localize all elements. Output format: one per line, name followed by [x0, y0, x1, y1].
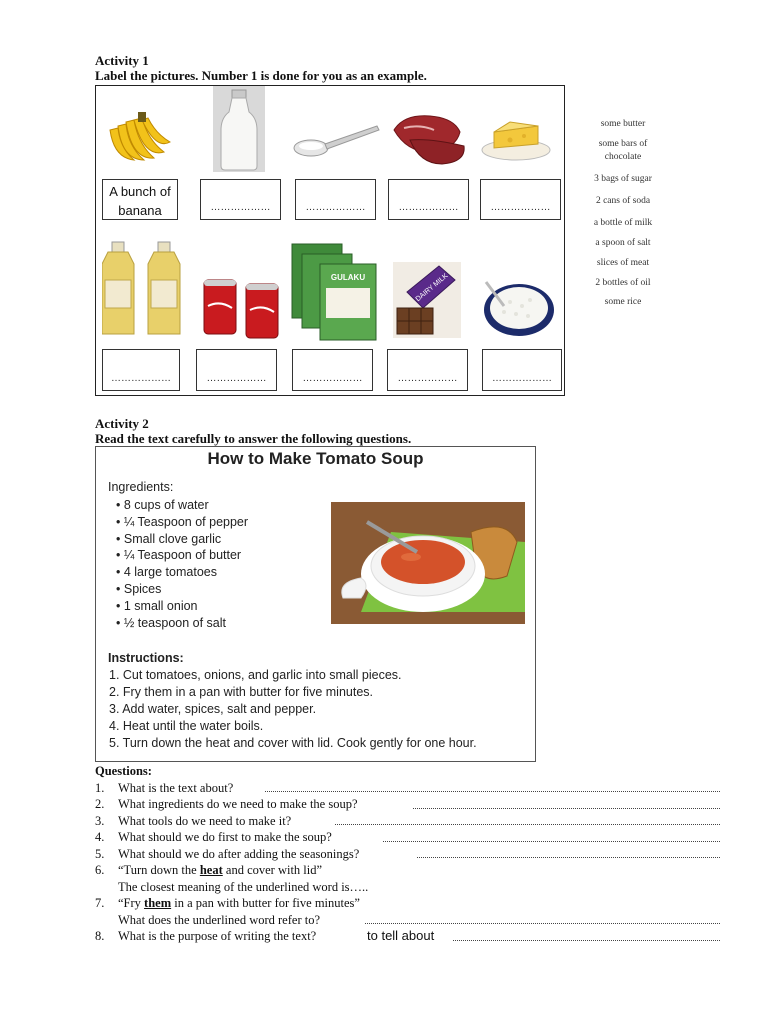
- spoon-of-salt-image: [293, 122, 381, 162]
- underlined-word: heat: [199, 863, 223, 877]
- ingredient-item: • ¼ Teaspoon of butter: [116, 548, 242, 563]
- sugar-brand-text: GULAKU: [330, 273, 366, 282]
- word-bank-item: 2 cans of soda: [595, 196, 651, 206]
- question-3: 3. What tools do we need to make it?: [95, 813, 725, 830]
- question-5: 5. What should we do after adding the seasonings?: [95, 846, 725, 863]
- question-2: 2. What ingredients do we need to make the soup?: [95, 796, 725, 813]
- oil-bottles-image: [102, 240, 184, 338]
- answer-box-8[interactable]: ………………: [387, 349, 468, 391]
- word-bank-item: 2 bottles of oil: [595, 278, 651, 288]
- word-bank-item: 3 bags of sugar: [594, 174, 652, 184]
- word-bank-item: some rice: [604, 297, 642, 307]
- answer-box-4[interactable]: ………………: [480, 179, 561, 220]
- answer-box-7[interactable]: ………………: [292, 349, 373, 391]
- ingredient-item: • 8 cups of water: [116, 498, 209, 512]
- answer-box-1[interactable]: ………………: [200, 179, 281, 220]
- question-7-followup: What does the underlined word refer to?: [95, 912, 725, 929]
- chocolate-brand-text: DAIRY MILK: [414, 272, 450, 304]
- answer-box-9[interactable]: ………………: [482, 349, 562, 391]
- questions-heading: Questions:: [95, 764, 152, 778]
- word-bank-item: some butter: [600, 119, 646, 129]
- answer-box-2[interactable]: ………………: [295, 179, 376, 220]
- word-bank-item: a spoon of salt: [595, 238, 651, 248]
- soda-cans-image: [202, 276, 284, 340]
- answer-line[interactable]: [383, 841, 720, 842]
- answer-line[interactable]: [265, 791, 720, 792]
- sugar-bags-image: [290, 242, 380, 342]
- recipe-title: How to Make Tomato Soup: [207, 449, 424, 468]
- question-4: 4. What should we do first to make the soup?: [95, 829, 725, 846]
- ingredient-item: • Small clove garlic: [116, 531, 222, 546]
- answer-line[interactable]: [453, 940, 720, 941]
- instruction-step: 2. Fry them in a pan with butter for five minutes.: [109, 685, 374, 699]
- questions-section: [95, 763, 725, 945]
- ingredient-item: • ¼ Teaspoon of pepper: [116, 514, 249, 529]
- question-6-followup: The closest meaning of the underlined word is…..: [118, 879, 369, 894]
- question-8: 8. What is the purpose of writing the text? to tell about: [95, 928, 725, 945]
- tomato-soup-photo: [331, 502, 525, 624]
- activity1-picture-box: [95, 85, 565, 396]
- recipe-box: [95, 446, 536, 762]
- banana-bunch-image: [104, 108, 174, 166]
- activity2-instruction: Read the text carefully to answer the following questions.: [95, 431, 412, 446]
- word-bank-item: some bars of: [598, 139, 648, 149]
- ingredient-item: • 4 large tomatoes: [116, 565, 217, 580]
- instruction-step: 3. Add water, spices, salt and pepper.: [109, 702, 317, 716]
- handwritten-answer: to tell about: [367, 928, 435, 943]
- instruction-step: 1. Cut tomatoes, onions, and garlic into small pieces.: [109, 668, 402, 682]
- instructions-list: [109, 667, 477, 752]
- instruction-step: 4. Heat until the water boils.: [109, 719, 264, 733]
- instructions-heading: Instructions:: [108, 651, 184, 665]
- word-bank-item: a bottle of milk: [593, 218, 653, 228]
- butter-dish-image: [480, 118, 552, 164]
- answer-line[interactable]: [365, 923, 720, 924]
- answer-box-5[interactable]: ………………: [102, 349, 180, 391]
- activity1-instruction: Label the pictures. Number 1 is done for you as an example.: [95, 68, 427, 83]
- answer-line[interactable]: [335, 824, 720, 825]
- word-bank: [578, 118, 668, 309]
- ingredient-item: • ½ teaspoon of salt: [116, 615, 227, 630]
- answer-line[interactable]: [417, 857, 720, 858]
- answer-line[interactable]: [413, 808, 720, 809]
- question-7: 7. “Fry them in a pan with butter for five minutes”: [95, 896, 360, 910]
- underlined-word: them: [144, 896, 172, 910]
- ingredients-heading: Ingredients:: [108, 480, 174, 494]
- chocolate-bars-image: [393, 262, 461, 338]
- question-6: 6. “Turn down the heat and cover with lid”: [95, 863, 323, 877]
- activity1-title: Activity 1: [95, 53, 149, 68]
- ingredients-list: [116, 497, 248, 631]
- instruction-step: 5. Turn down the heat and cover with lid. Cook gently for one hour.: [109, 736, 477, 750]
- activity2-title: Activity 2: [95, 416, 149, 431]
- ingredient-item: • 1 small onion: [116, 598, 198, 613]
- word-bank-item: chocolate: [604, 152, 642, 162]
- answer-box-3[interactable]: ………………: [388, 179, 469, 220]
- question-1: 1. What is the text about?: [95, 780, 725, 797]
- ingredient-item: • Spices: [116, 581, 162, 596]
- word-bank-item: slices of meat: [596, 258, 650, 268]
- answer-box-6[interactable]: ………………: [196, 349, 277, 391]
- meat-slices-image: [390, 110, 468, 166]
- example-label-line2: banana: [118, 203, 162, 218]
- milk-bottle-image: [213, 86, 265, 172]
- example-label-line1: A bunch of: [109, 184, 171, 199]
- rice-bowl-image: [482, 276, 556, 338]
- example-label-box: [102, 179, 178, 220]
